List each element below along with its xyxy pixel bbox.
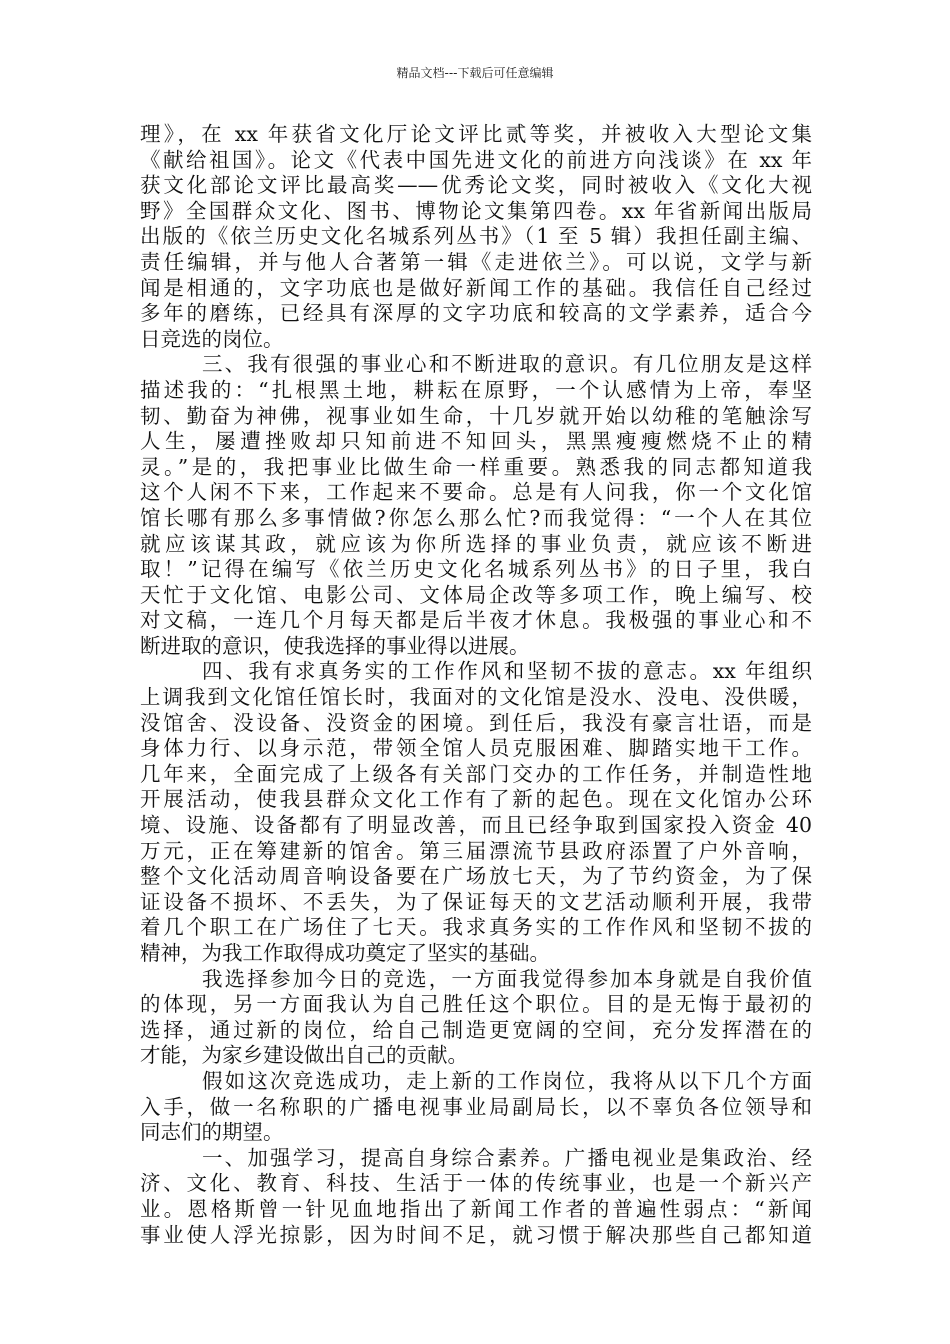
text-line: 着几个职工在广场住了七天。我求真务实的工作作风和坚韧不拔的 <box>140 915 812 940</box>
text-line: 证设备不损坏、不丢失，为了保证每天的文艺活动顺利开展，我带 <box>140 889 812 914</box>
text-line: 断进取的意识，使我选择的事业得以进展。 <box>140 633 530 658</box>
text-line: 的体现，另一方面我认为自己胜任这个职位。目的是无悔于最初的 <box>140 992 812 1017</box>
text-line: 精神，为我工作取得成功奠定了坚实的基础。 <box>140 941 550 965</box>
text-line: 对文稿，一连几个月每天都是后半夜才休息。我极强的事业心和不 <box>140 608 812 633</box>
text-line: 理》，在 xx 年获省文化厅论文评比贰等奖，并被收入大型论文集 <box>140 122 812 146</box>
document-body <box>140 122 812 1248</box>
text-line: 野》全国群众文化、图书、博物论文集第四卷。xx 年省新闻出版局 <box>140 198 812 223</box>
page-header: 精品文档---下载后可任意编辑 <box>396 66 554 80</box>
text-line: 馆长哪有那么多事情做?你怎么那么忙?而我觉得：“一个人在其位 <box>140 505 812 530</box>
paragraph-start-line: 四、我有求真务实的工作作风和坚韧不拔的意志。xx 年组织 <box>202 659 812 684</box>
text-line: 闻是相通的，文字功底也是做好新闻工作的基础。我信任自己经过 <box>140 275 812 300</box>
text-line: 入手，做一名称职的广播电视事业局副局长，以不辜负各位领导和 <box>140 1094 812 1119</box>
paragraph-start-line: 我选择参加今日的竞选，一方面我觉得参加本身就是自我价值 <box>202 966 812 991</box>
text-line: 天忙于文化馆、电影公司、文体局企改等多项工作，晚上编写、校 <box>140 582 812 607</box>
text-line: 这个人闲不下来，工作起来不要命。总是有人问我，你一个文化馆 <box>140 480 812 505</box>
text-line: 济、文化、教育、科技、生活于一体的传统事业，也是一个新兴产 <box>140 1171 812 1196</box>
text-line: 人生，屡遭挫败却只知前进不知回头，黑黑瘦瘦燃烧不止的精 <box>140 429 812 454</box>
text-line: 获文化部论文评比最高奖——优秀论文奖，同时被收入《文化大视 <box>140 173 812 198</box>
text-line: 同志们的期望。 <box>140 1120 284 1145</box>
paragraph-start-line: 三、我有很强的事业心和不断进取的意识。有几位朋友是这样 <box>202 352 812 377</box>
text-line: 日竞选的岗位。 <box>140 326 284 351</box>
text-line: 整个文化活动周音响设备要在广场放七天，为了节约资金，为了保 <box>140 864 812 889</box>
text-line: 上调我到文化馆任馆长时，我面对的文化馆是没水、没电、没供暖， <box>140 685 812 710</box>
text-line: 就应该谋其政，就应该为你所选择的事业负责，就应该不断进 <box>140 531 812 556</box>
text-line: 描述我的：“扎根黑土地，耕耘在原野，一个认感情为上帝，奉坚 <box>140 377 812 402</box>
text-line: 韧、勤奋为神佛，视事业如生命，十几岁就开始以幼稚的笔触涂写 <box>140 403 812 428</box>
text-line: 身体力行、以身示范，带领全馆人员克服困难、脚踏实地干工作。 <box>140 736 812 761</box>
text-line: 灵。”是的，我把事业比做生命一样重要。熟悉我的同志都知道我 <box>140 454 812 479</box>
paragraph-start-line: 一、加强学习，提高自身综合素养。广播电视业是集政治、经 <box>202 1145 812 1170</box>
text-line: 责任编辑，并与他人合著第一辑《走进依兰》。可以说，文学与新 <box>140 249 812 274</box>
text-line: 业。恩格斯曾一针见血地指出了新闻工作者的普遍性弱点：“新闻 <box>140 1196 812 1221</box>
text-line: 《献给祖国》。论文《代表中国先进文化的前进方向浅谈》在 xx 年 <box>140 147 812 172</box>
text-line: 事业使人浮光掠影，因为时间不足，就习惯于解决那些自己都知道 <box>140 1222 812 1247</box>
text-line: 没馆舍、没设备、没资金的困境。到任后，我没有豪言壮语，而是 <box>140 710 812 735</box>
text-line: 选择，通过新的岗位，给自己制造更宽阔的空间，充分发挥潜在的 <box>140 1017 812 1042</box>
text-line: 才能，为家乡建设做出自己的贡献。 <box>140 1043 468 1068</box>
text-line: 出版的《依兰历史文化名城系列丛书》（1 至 5 辑）我担任副主编、 <box>140 224 812 249</box>
text-line: 取！”记得在编写《依兰历史文化名城系列丛书》的日子里，我白 <box>140 557 812 582</box>
text-line: 万元，正在筹建新的馆舍。第三届漂流节县政府添置了户外音响， <box>140 838 812 863</box>
paragraph-start-line: 假如这次竞选成功，走上新的工作岗位，我将从以下几个方面 <box>202 1068 812 1093</box>
text-line: 多年的磨练，已经具有深厚的文字功底和较高的文学素养，适合今 <box>140 301 812 326</box>
text-line: 境、设施、设备都有了明显改善，而且已经争取到国家投入资金 40 <box>140 813 812 838</box>
text-line: 开展活动，使我县群众文化工作有了新的起色。现在文化馆办公环 <box>140 787 812 812</box>
text-line: 几年来，全面完成了上级各有关部门交办的工作任务，并制造性地 <box>140 761 812 786</box>
